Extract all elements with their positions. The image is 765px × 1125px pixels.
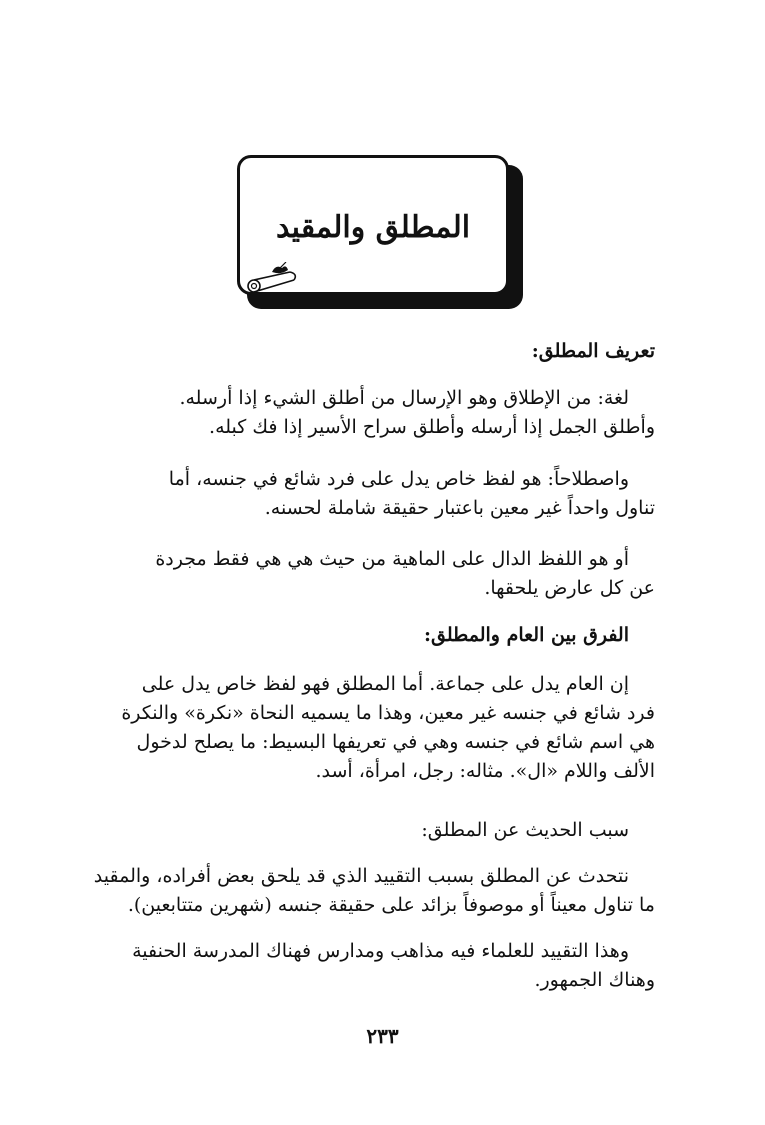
heading-difference: الفرق بين العام والمطلق:	[424, 624, 629, 646]
paragraph-line: وأطلق الجمل إذا أرسله وأطلق سراح الأسير إذا فك كبله.	[209, 416, 655, 438]
paragraph-line: تناول واحداً غير معين باعتبار حقيقة شاملة لحسنه.	[264, 497, 655, 519]
paragraph-line: فرد شائع في جنسه غير معين، وهذا ما يسميه النحاة «نكرة» والنكرة	[121, 702, 655, 724]
heading-definition: تعريف المطلق:	[531, 340, 655, 362]
paragraph-line: نتحدث عن المطلق بسبب التقييد الذي قد يلحق بعض أفراده، والمقيد	[93, 865, 629, 887]
paragraph-line: إن العام يدل على جماعة. أما المطلق فهو لفظ خاص يدل على	[141, 673, 629, 695]
paragraph-line: وهذا التقييد للعلماء فيه مذاهب ومدارس فهناك المدرسة الحنفية	[132, 940, 629, 962]
title-box	[237, 155, 524, 310]
heading-reason: سبب الحديث عن المطلق:	[421, 819, 629, 841]
paragraph-lugha	[95, 384, 655, 442]
paragraph-schools	[95, 937, 655, 995]
paragraph-line: وهناك الجمهور.	[534, 969, 655, 991]
paragraph-difference	[95, 670, 655, 786]
section-difference	[95, 621, 655, 650]
paragraph-istilah	[95, 465, 655, 523]
paragraph-line: عن كل عارض يلحقها.	[484, 577, 655, 599]
paragraph-line: واصطلاحاً: هو لفظ خاص يدل على فرد شائع في جنسه، أما	[168, 468, 629, 490]
paragraph-line: لغة: من الإطلاق وهو الإرسال من أطلق الشيء إذا أرسله.	[179, 387, 629, 409]
page-number: ٢٣٣	[366, 1024, 399, 1048]
title-box-frame	[237, 155, 509, 295]
paragraph-line: أو هو اللفظ الدال على الماهية من حيث هي هي فقط مجردة	[155, 548, 629, 570]
paragraph-mahiya	[95, 545, 655, 603]
paragraph-line: هي اسم شائع في جنسه وهي في تعريفها البسيط: ما يصلح لدخول	[136, 731, 655, 753]
paragraph-line: ما تناول معيناً أو موصوفاً بزائد على حقيقة جنسه (شهرين متتابعين).	[127, 894, 655, 916]
paragraph-line: الألف واللام «ال». مثاله: رجل، امرأة، أسد.	[315, 760, 655, 782]
section-definition	[95, 337, 655, 366]
chapter-title: المطلق والمقيد	[275, 210, 471, 245]
scroll-ornament-icon	[246, 262, 306, 296]
section-reason	[95, 816, 655, 845]
paragraph-reason	[95, 862, 655, 920]
